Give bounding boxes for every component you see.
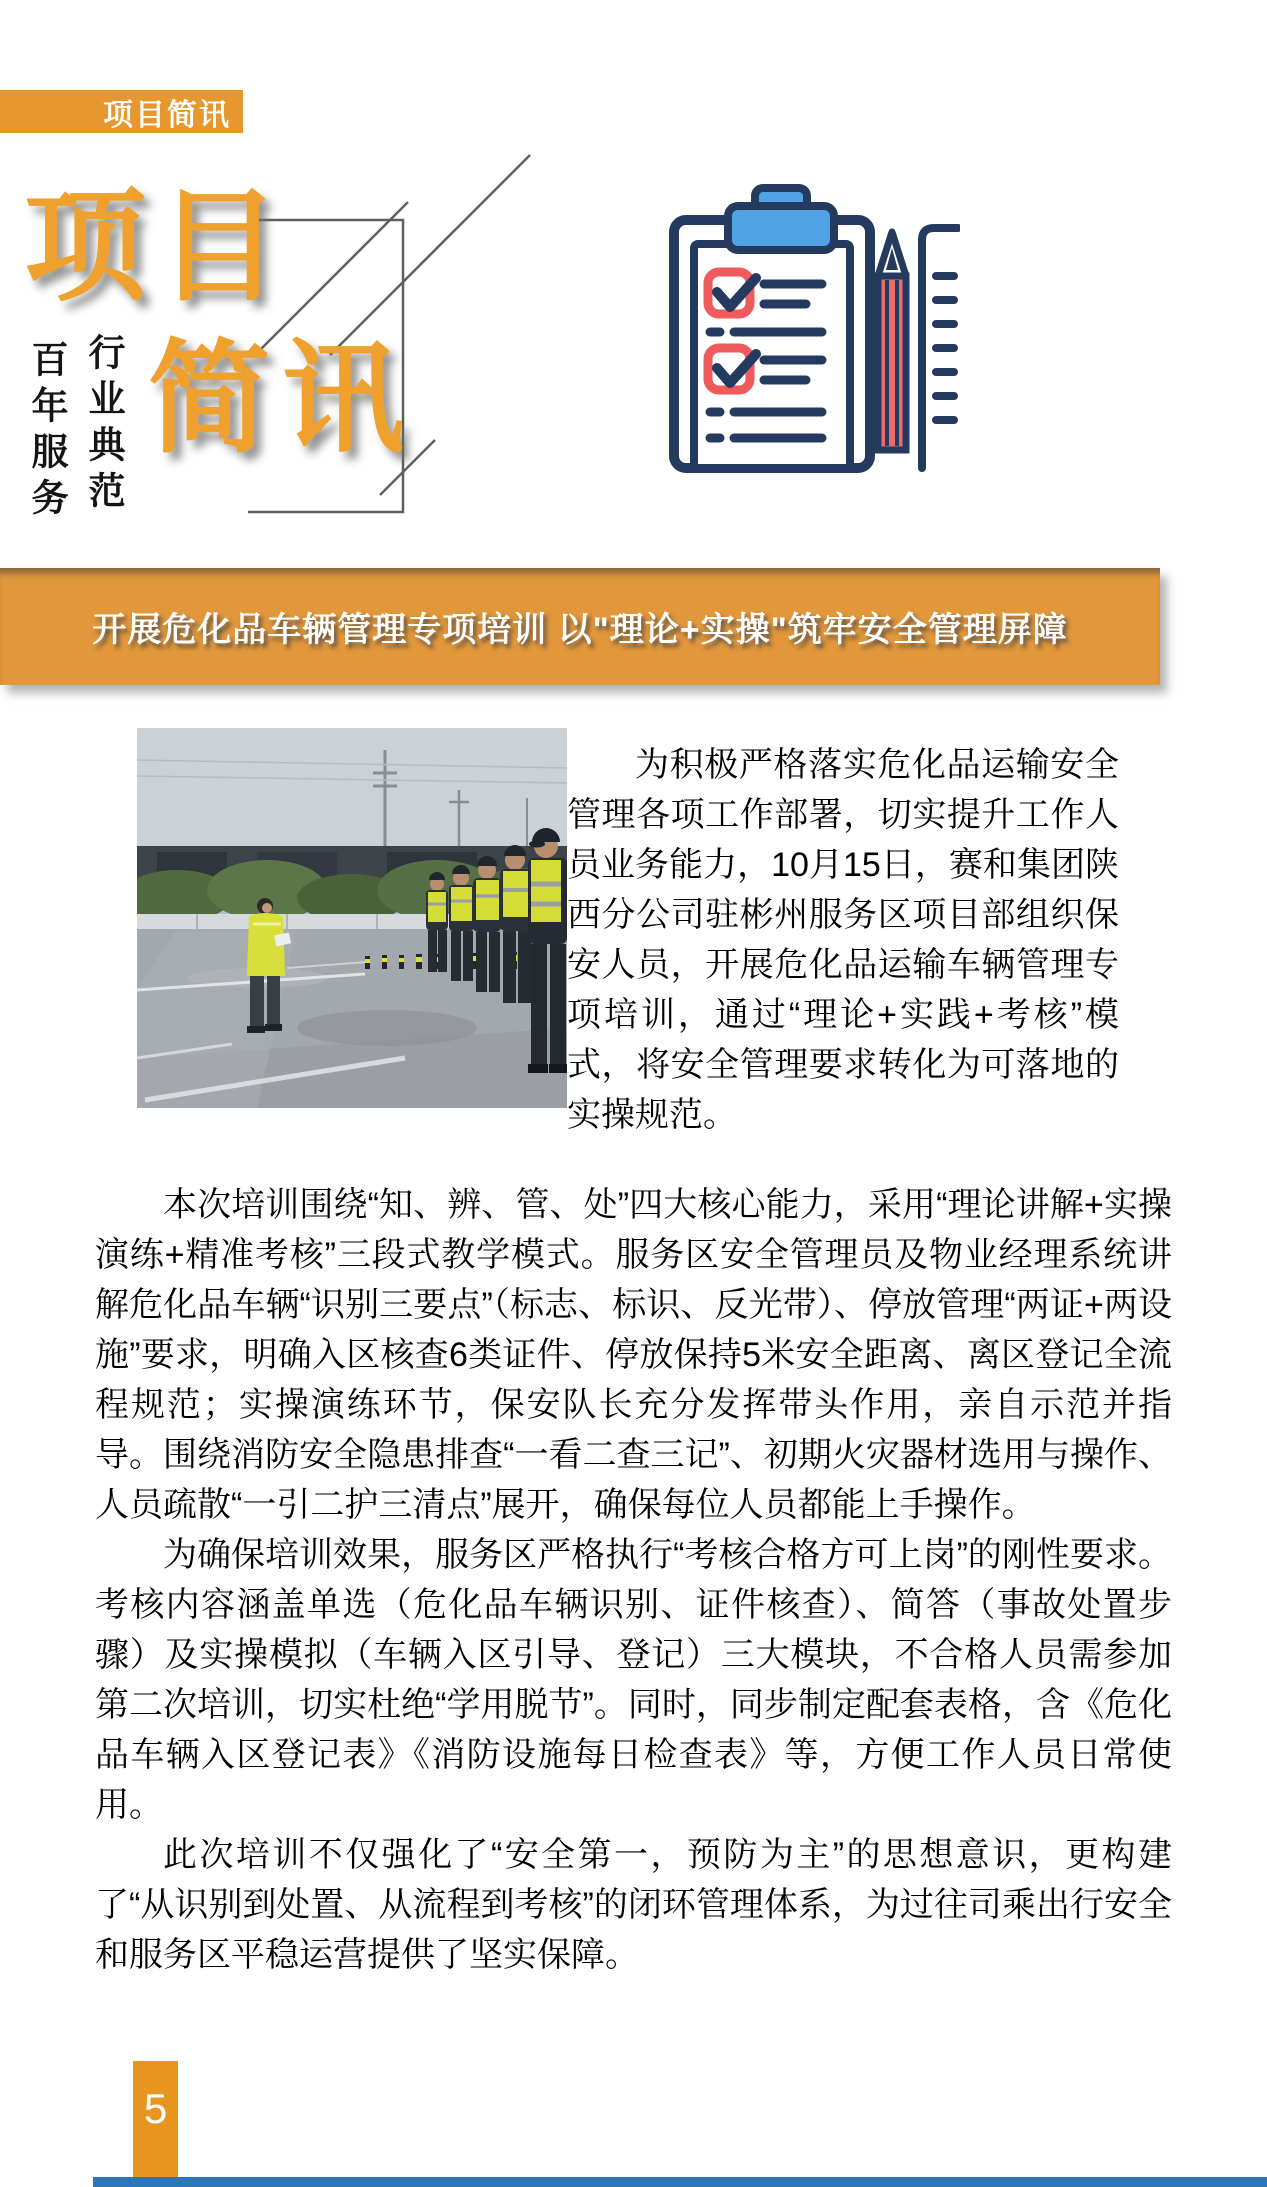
masthead	[0, 130, 1267, 560]
article-paragraph-2: 本次培训围绕“知、辨、管、处”四大核心能力，采用“理论讲解+实操演练+精准考核”三段式教学模式。服务区安全管理员及物业经理系统讲解危化品车辆“识别三要点”（标志、标识、反光带）、停放管理“两证+两设施”要求，明确入区核查6类证件、停放保持5米安全距离、离区登记全流程规范；实操演练环节，保安队长充分发挥带头作用，亲自示范并指导。围绕消防安全隐患排查“一看二查三记”、初期火灾器材选用与操作、人员疏散“一引二护三清点”展开，确保每位人员都能上手操作。	[95, 1186, 1172, 1524]
section-tag-bar	[0, 90, 243, 133]
clipboard-checklist-icon	[660, 180, 960, 480]
slogan-bainian-fuwu: 百年服务	[26, 340, 67, 524]
masthead-title-word2: 简讯	[148, 331, 416, 467]
article-headline-banner	[0, 568, 1160, 685]
section-tag-label: 项目简讯	[103, 98, 231, 132]
footer-rule-bar	[93, 2177, 1267, 2187]
slogan-hangye-dianfan: 行业典范	[83, 333, 124, 517]
page-number: 5	[143, 2085, 168, 2132]
article-body	[95, 728, 1172, 1980]
article-paragraph-4: 此次培训不仅强化了“安全第一，预防为主”的思想意识，更构建了“从识别到处置、从流程到考核”的闭环管理体系，为过往司乘出行安全和服务区平稳运营提供了坚实保障。	[95, 1836, 1172, 1974]
masthead-title-word1: 项目	[24, 179, 292, 315]
article-paragraph-3: 为确保培训效果，服务区严格执行“考核合格方可上岗”的刚性要求。考核内容涵盖单选（危化品车辆识别、证件核查）、简答（事故处置步骤）及实操模拟（车辆入区引导、登记）三大模块，不合格人员需参加第二次培训，切实杜绝“学用脱节”。同时，同步制定配套表格，含《危化品车辆入区登记表》《消防设施每日检查表》等，方便工作人员日常使用。	[95, 1536, 1172, 1824]
article-paragraph-1: 为积极严格落实危化品运输安全管理各项工作部署，切实提升工作人员业务能力，10月15日，赛和集团陕西分公司驻彬州服务区项目部组织保安人员，开展危化品运输车辆管理专项培训，通过“理论+实践+考核”模式，将安全管理要求转化为可落地的实操规范。	[567, 746, 1119, 1134]
training-photo	[137, 728, 567, 1108]
page-number-box	[133, 2061, 178, 2183]
article-headline: 开展危化品车辆管理专项培训 以"理论+实操"筑牢安全管理屏障	[92, 611, 1068, 649]
